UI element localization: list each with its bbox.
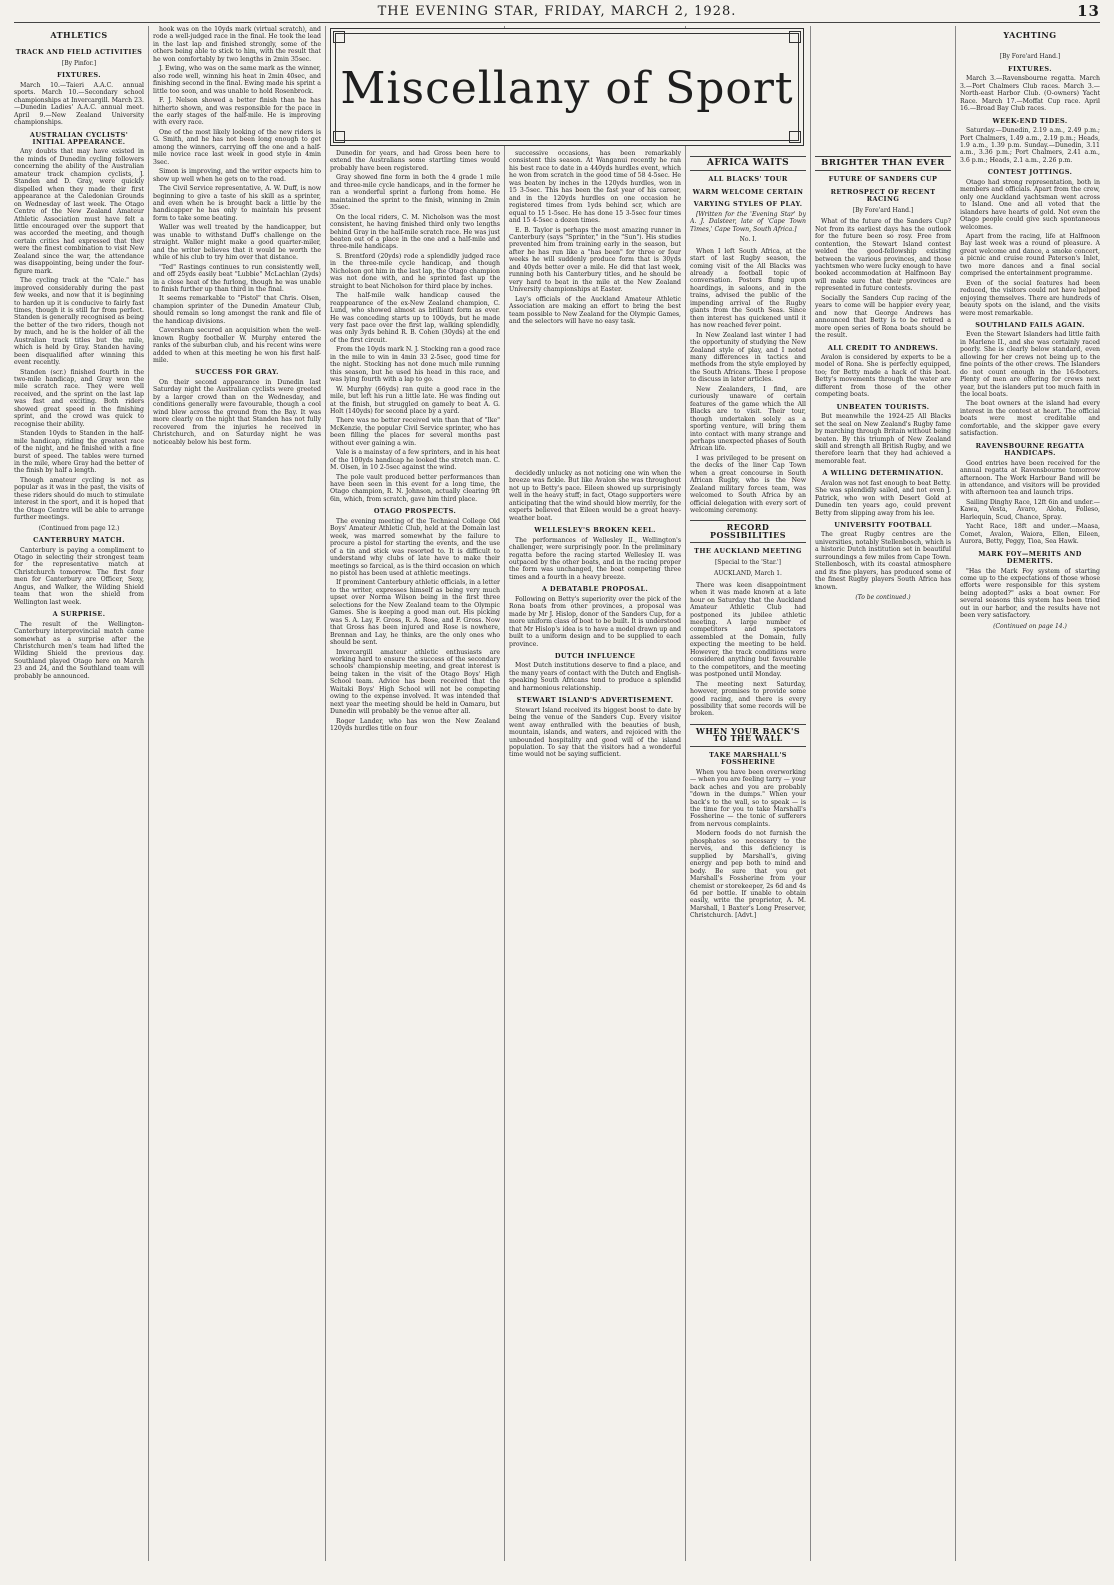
paragraph: Following on Betty's superiority over the pick of the Rona boats from other provinces, a proposal was made by Mr J. Hislop, donor of the Sanders Cup, for a more uniform class of boat to be built. It is understood that Mr Hislop's idea is to have a model drawn up and built to a uniform design and to be supplied to each province. xyxy=(509,595,681,648)
subheading: ALL CREDIT TO ANDREWS. xyxy=(827,343,939,352)
advert-headline: WHEN YOUR BACK'S TO THE WALL xyxy=(690,724,806,747)
paragraph: On their second appearance in Dunedin last Saturday night the Australian cyclists were greeted by a larger crowd than on the Wednesday, and conditions generally were favourable, though a cool wind blew across the ground from the Bay. It was more clearly on the night that Standen has not fully recovered from the injuries he received in Christchurch, and on Saturday night he was noticeably below his best form. xyxy=(153,378,321,446)
article-headline: AFRICA WAITS xyxy=(690,156,806,171)
banner-corner xyxy=(333,31,345,43)
column-yachting-extra xyxy=(509,470,681,1560)
subheading: CONTEST JOTTINGS. xyxy=(987,168,1073,177)
subheading: FUTURE OF SANDERS CUP xyxy=(828,175,938,184)
subheading: A WILLING DETERMINATION. xyxy=(822,469,944,478)
paragraph: In New Zealand last winter I had the opportunity of studying the New Zealand style of play, and I noted many differences in tactics and methods from the style employed by the South Africans. These I propose to discuss in later articles. xyxy=(690,331,806,384)
paragraph: Waller was well treated by the handicapper, but was unable to withstand Duff's challenge on the straight. Waller might make a good quarter-miler, and the writer believes that it would be worth the while of his club to try him over that distance. xyxy=(153,224,321,262)
fixtures-list: March 3.—Ravensbourne regatta. March 3.—Port Chalmers Club races. March 3.—North-east Harbor Club. (O-owners) Yacht Race. March 17.—Moffat Cup race. April 16.—Broad Bay Club races. xyxy=(960,75,1100,113)
continued-note: (To be continued.) xyxy=(855,594,911,602)
column-athletics xyxy=(14,26,144,1561)
column-rule xyxy=(955,26,956,1561)
paragraph: What of the future of the Sanders Cup? Not from its earliest days has the outlook for the future been so rosy. Free from contention, the Stewart Island contest welded the good-fellowship existing between the various provinces, and those yachtsmen who were lucky enough to have booked accommodation at Halfmoon Bay will make sure that their provinces are represented in future contests. xyxy=(815,218,951,293)
paragraph: But meanwhile the 1924-25 All Blacks set the seal on New Zealand's Rugby fame by marching through Britain without being beaten. By this triumph of New Zealand skill and strength all British Rugby, and we therefore learn that they had achieved a memorable feat. xyxy=(815,413,951,465)
page-number: 13 xyxy=(1077,2,1100,20)
article-heading: TRACK AND FIELD ACTIVITIES xyxy=(15,48,143,57)
column-rugby xyxy=(690,150,806,1560)
paragraph: successive occasions, has been remarkably consistent this season. At Wanganui recently he ran his best race to date in a 440yds hurdles event, which he won from scratch in the good time of 58 4-5sec. He was beaten by inches in the 120yds hurdles, won in 15 3-5sec. This has been the fast year of his career, and in the 120yds hurdles on one occasion he registered times from 1yds behind scr, which are equal to 15 1-5sec. He has done 15 3-5sec four times and 15 4-5sec a dozen times. xyxy=(509,150,681,225)
subheading: SUCCESS FOR GRAY. xyxy=(195,368,279,377)
paragraph: Standen 10yds to Standen in the half-mile handicap, riding the greatest race of the night, and he finished with a fine burst of speed. The tables were turned in the mile, where Gray had the better of the finish by half a length. xyxy=(14,430,144,475)
article-headline: BRIGHTER THAN EVER xyxy=(815,156,951,171)
paragraph: On the local riders, C. M. Nicholson was the most consistent, he having finished third only two lengths behind Gray in the half-mile scratch race. He was just beaten out of a place in the one and a half-mile and three-mile handicaps. xyxy=(330,213,500,251)
part-number: No. I. xyxy=(739,236,757,244)
paragraph: It seems remarkable to "Pistol" that Chris. Olsen, champion sprinter of the Dunedin Amateur Club, should remain so long amongst the rank and file of the handicap divisions. xyxy=(153,295,321,325)
paragraph: Caversham secured an acquisition when the well-known Rugby footballer W. Murphy entered the ranks of the suburban club, and his recent wins were added to when at this meeting he won his first half-mile. xyxy=(153,327,321,365)
paragraph: Sailing Dinghy Race, 12ft 6in and under.—Kawa, Vesta, Avaro, Aloha, Folleso, Harlequin, Scud, Chance, Spray. xyxy=(960,498,1100,521)
paragraph: Roger Lander, who has won the New Zealand 120yds hurdles title on four xyxy=(330,717,500,733)
tides-list: Saturday.—Dunedin, 2.19 a.m., 2.49 p.m.; Port Chalmers, 1.49 a.m., 2.19 p.m.; Heads, 1.9 a.m., 1.39 p.m. Sunday.—Dunedin, 3.11 a.m., 3.36 p.m.; Port Chalmers, 2.41 a.m., 3.6 p.m.; Heads, 2.1 a.m., 2.26 p.m. xyxy=(960,127,1100,164)
section-title: YACHTING xyxy=(1003,30,1057,40)
paragraph: Avalon is considered by experts to be a model of Rona. She is perfectly equipped, too; for Betty made a hack of this boat. Betty's movements through the water are different from those of the other competing boats. xyxy=(815,353,951,399)
column-yachting xyxy=(960,26,1100,1561)
byline: [By Pinfor.] xyxy=(61,59,97,67)
paragraph: Lay's officials of the Auckland Amateur Athletic Association are making an effort to bring the best team possible to New Zealand for the Olympic Games, and the selectors will have no easy task. xyxy=(509,295,681,325)
dateline: AUCKLAND, March 1. xyxy=(714,570,782,578)
paragraph: Even the Stewart Islanders had little faith in Marlene II., and she was certainly raced poorly. She is clearly below standard, even allowing for her crews not being up to the fine points of the other crews. The Islanders do not count enough in the 16-footers. Plenty of men are offering for crews next year, but the islanders put too much faith in the local boats. xyxy=(960,331,1100,399)
subheading: AUSTRALIAN CYCLISTS' INITIAL APPEARANCE. xyxy=(29,130,129,146)
paragraph: Dunedin for years, and had Gross been here to extend the Australians some startling times would probably have been registered. xyxy=(330,150,500,172)
paragraph: The evening meeting of the Technical College Old Boys' Amateur Athletic Club, held at the Domain last week, was marred somewhat by the failure to procure a pistol for starting the events, and the use of a tin and stick was resorted to. It is difficult to understand why clubs of late have to make their meetings so farcical, as is the third occasion on which no pistol has been used at athletic meetings. xyxy=(330,517,500,578)
masthead-title: THE EVENING STAR, FRIDAY, MARCH 2, 1928. xyxy=(377,3,737,19)
paragraph: New Zealanders, I find, are curiously unaware of certain features of the game which the All Blacks are to visit. Their tour, though undertaken solely as a sporting venture, will bring them into contact with many strange and perhaps unexpected phases of South African life. xyxy=(690,385,806,453)
fixtures-heading: FIXTURES. xyxy=(1008,64,1052,73)
subheading: DUTCH INFLUENCE xyxy=(554,651,636,660)
paragraph: F. J. Nelson showed a better finish than he has hitherto shown, and was responsible for the pace in the early stages of the half-mile. He is improving with every race. xyxy=(153,97,321,127)
tides-heading: WEEK-END TIDES. xyxy=(992,116,1068,125)
column-rule xyxy=(685,26,686,1561)
paragraph: Invercargill amateur athletic enthusiasts are working hard to ensure the success of the secondary schools' championship meeting, and great interest is being taken in the visit of the Otago Boys' High School team. Advice has been received that the Waitaki Boys' High School will not be competing owing to the expense involved. It was intended that next year the meeting should be held in Oamaru, but Dunedin will probably be the venue after all. xyxy=(330,648,500,716)
paragraph: The pole vault produced better performances than have been seen in this event for a long time, the Otago champion, R. N. Johnson, actually clearing 9ft 6in, which, from scratch, gave him third place. xyxy=(330,473,500,503)
paragraph: From the 10yds mark N. J. Stocking ran a good race in the mile to win in 4min 33 2-5sec, good time for the night. Stocking has not done much mile running this season, but he used his head in this race, and was lying fourth with a lap to go. xyxy=(330,346,500,384)
subheading: RETROSPECT OF RECENT RACING xyxy=(830,187,936,204)
paragraph: There was no better received win than that of "Ike" McKenzie, the popular Civil Service sprinter, who has been filling the places for several months past without ever gaining a win. xyxy=(330,417,500,447)
paragraph: Though amateur cycling is not as popular as it was in the past, the visits of these riders should do much to stimulate interest in the sport, and it is hoped that the Otago Centre will be able to arrange further meetings. xyxy=(14,476,144,522)
article-headline: RECORD POSSIBILITIES xyxy=(690,520,806,543)
paragraph: The half-mile walk handicap caused the reappearance of the ex-New Zealand champion, C. Lund, who showed almost as brilliant form as ever. He was conceding starts up to 100yds, but he made very fast pace over the first lap, walking splendidly, was only 3yds behind R. B. Cohen (30yds) at the end of the first circuit. xyxy=(330,292,500,344)
paragraph: When I left South Africa, at the start of last Rugby season, the coming visit of the All Blacks was already a football topic of conversation. Posters flung upon hoardings, in saloons, and in the trains, advised the public of the impending arrival of the Rugby giants from the South Seas. Since then interest has quickened until it has now reached fever point. xyxy=(690,247,806,330)
column-athletics-3 xyxy=(330,150,500,1560)
masthead xyxy=(14,0,1100,23)
title-banner xyxy=(330,28,804,146)
paragraph: decidedly unlucky as not noticing one win when the breeze was fickle. But like Avalon she was throughout not up to Betty's pace. Eileen showed up surprisingly well in the heavy stuff; in fact, Otago supporters were anticipating that the wind should blow merrily, for the experts believed that Eileen would be a great heavy-weather boat. xyxy=(509,470,681,522)
paragraph: The performances of Wellesley II., Wellington's challenger, were surprisingly poor. In the preliminary regatta before the racing started Wellesley II. was outpaced by the other boats, and in the racing proper the form was unchanged, the boat competing three times and a fourth in a heavy breeze. xyxy=(509,536,681,581)
subheading: UNBEATEN TOURISTS. xyxy=(836,402,930,411)
paragraph: Even of the social features had been reduced, the visitors could not have helped enjoying themselves. There are hundreds of beauty spots on the island, and the visits were most remarkable. xyxy=(960,279,1100,317)
paragraph: The result of the Wellington-Canterbury interprovincial match came somewhat as a surprise after the Christchurch men's team had lifted the Wilding Shield the previous day. Southland played Otago here on March 23 and 24, and the Southland team will probably be announced. xyxy=(14,620,144,680)
continued-note: (Continued on page 14.) xyxy=(993,622,1067,630)
paragraph: Yacht Race, 18ft and under.—Maasa, Comet, Avalon, Waiora, Ellen, Eileen, Aurora, Betty, Peggy, Tioa, Sea Hawk. xyxy=(960,523,1100,546)
subheading: STEWART ISLAND'S ADVERTISEMENT. xyxy=(516,696,674,705)
paragraph: The cycling track at the "Cale." has improved considerably during the past few weeks, and now that it is beginning to harden up it is conducive to fairly fast times, though it is still far from perfect. Standen is generally recognised as being the better of the two riders, though not by much, and he is the holder of all the Australian track titles but the mile, which is held by Gray. Standen having been disqualified after winning this event recently. xyxy=(14,277,144,367)
paragraph: The meeting next Saturday, however, promises to provide some good racing, and there is every possibility that some records will be broken. xyxy=(690,680,806,718)
subheading: CANTERBURY MATCH. xyxy=(33,536,125,545)
paragraph: J. Ewing, who was on the same mark as the winner, also rode well, winning his heat in 2min 40sec, and finishing second in the final. Ewing made his sprint a little too soon, and was unable to hold Rosenbrock. xyxy=(153,65,321,95)
paragraph: The boat owners at the island had every interest in the contest at heart. The official boats were most creditable and comfortable, and the skipper gave every satisfaction. xyxy=(960,400,1100,438)
subheading: SOUTHLAND FAILS AGAIN. xyxy=(975,320,1085,329)
paragraph: Canterbury is paying a compliment to Otago in selecting their strongest team for the representative match at Christchurch tomorrow. The first four men for Canterbury are Officer, Sexy, Angus, and Walker, the Wilding Shield team that won the shield from Wellington last week. xyxy=(14,546,144,606)
advert-paragraph: When you have been overworking — when you are feeling tarry — your back aches and you are probably "down in the dumps." When your back's to the wall, so to speak — is the time for you to take Marshall's Fossherine — the tonic of sufferers from nervous complaints. xyxy=(690,768,806,828)
paragraph: The Civil Service representative, A. W. Duff, is now beginning to give a taste of his skill as a sprinter, and even when he is brought back a little by the handicapper he has only to maintain his present form to take some beating. xyxy=(153,185,321,222)
advert-paragraph: Modern foods do not furnish the phosphates so necessary to the nerves, and this deficiency is supplied by Marshall's, giving energy and pep both to mind and body. Be sure that you get Marshall's Fossherine from your chemist or storekeeper, 2s 6d and 4s 6d per bottle. If unable to obtain easily, write the proprietor, A. M. Marshall, 1 Baxter's Long Preserver, Christchurch. [Advt.] xyxy=(690,830,806,920)
subheading: WELLESLEY'S BROKEN KEEL. xyxy=(534,526,656,535)
continued-note: (Continued from page 12.) xyxy=(38,524,120,532)
column-athletics-2 xyxy=(153,26,321,1561)
subheading: MARK FOY—MERITS AND DEMERITS. xyxy=(978,549,1082,566)
column-rule xyxy=(325,26,326,1561)
paragraph: One of the most likely looking of the new riders is G. Smith, and he has not been long enough to get among the winners, carrying off the one and a half-mile novice race last week in good style in 4min 3sec. xyxy=(153,128,321,166)
paragraph: S. Brentford (20yds) rode a splendidly judged race in the three-mile cycle handicap, and though Nicholson got him in the last lap, the Otago champion was not done with, and he sprinted fast up the straight to beat Nicholson for third place by inches. xyxy=(330,252,500,290)
special-note: [Special to the 'Star.'] xyxy=(714,558,782,566)
paragraph: "Has the Mark Foy system of starting come up to the expectations of those whose efforts were responsible for this system being adopted?" asks a boat owner. For several seasons this system has been tried out in our harbor, and the results have not been very satisfactory. xyxy=(960,567,1100,620)
column-rule xyxy=(148,26,149,1561)
paragraph: hook was on the 10yds mark (virtual scratch), and rode a well-judged race in the final. He took the lead in the last lap and finished strongly, some of the others being able to stick to him, with the result that he won comfortably by two lengths in 2min 35sec. xyxy=(153,26,321,63)
column-rule xyxy=(810,26,811,1561)
subheading: OTAGO PROSPECTS. xyxy=(373,507,457,516)
byline: [By Fore'ard Hand.] xyxy=(999,53,1061,61)
paragraph: Any doubts that may have existed in the minds of Dunedin cycling followers concerning the ability of the Australian amateur track champion cyclists, J. Standen and D. Gray, were quickly dispelled when they made their first appearance at the Caledonian Grounds on Wednesday of last week. The Otago Centre of the New Zealand Amateur Athletic Association must have felt a little encouraged over the support that was accorded the meeting, and though certain critics had expressed that they were the finest combination to visit New Zealand since the war, the attendance was disappointing, being under the four-figure mark. xyxy=(14,148,144,275)
subheading: VARYING STYLES OF PLAY. xyxy=(693,200,803,209)
subheading: UNIVERSITY FOOTBALL xyxy=(834,521,932,530)
banner-title: Miscellany of Sport xyxy=(340,63,794,114)
banner-corner xyxy=(333,131,345,143)
column-rule xyxy=(504,26,505,1561)
subheading: RAVENSBOURNE REGATTA HANDICAPS. xyxy=(975,441,1085,458)
advert-subheading: TAKE MARSHALL'S FOSSHERINE xyxy=(709,750,787,767)
paragraph: E. B. Taylor is perhaps the most amazing runner in Canterbury (says "Sprinter," in the "Sun"). His studies prevented him from training early in the season, but after he has run like a "has been" for three or four weeks he will suddenly produce form that is 30yds and 40yds better over a mile. He did that last week, running both his Canterbury titles, and he should be very hard to beat in the mile at the New Zealand University championships at Easter. xyxy=(509,226,681,294)
paragraph: Standen (scr.) finished fourth in the two-mile handicap, and Gray won the mile scratch race. They were well received, and the sprint on the last lap was fast and exciting. Both riders showed great speed in the finishing sprint, and the crowd was quick to recognise their ability. xyxy=(14,368,144,428)
intro-note: [Written for the 'Evening Star' by A. J. Dalsteer, late of 'Cape Town Times,' Cape Town, South Africa.] xyxy=(690,210,806,233)
paragraph: Vale is a mainstay of a few sprinters, and in his heat of the 100yds handicap he looked the stretch man. C. M. Olsen, in 10 2-5sec against the wind. xyxy=(330,449,500,472)
subheading: A SURPRISE. xyxy=(52,610,106,619)
paragraph: Otago had strong representation, both in members and officials. Apart from the crew, only one Auckland yachtsman went across to Island. One and all voted that the islanders have hearts of gold. Not even the Otago people could give such spontaneous welcomes. xyxy=(960,178,1100,231)
banner-corner xyxy=(789,31,801,43)
paragraph: Gray showed fine form in both the 4 grade 1 mile and three-mile cycle handicaps, and in the former he ran a wonderful sprint a furlong from home. He maintained the sprint to the finish, winning in 2min 35sec. xyxy=(330,174,500,212)
paragraph: Stewart Island received its biggest boost to date by being the venue of the Sanders Cup. Every visitor went away enthralled with the beauties of bush, mountain, islands, and waters, and rejoiced with the unbounded hospitality and good will of the island population. To say that the visitors had a wonderful time would not be saying sufficient. xyxy=(509,706,681,759)
paragraph: W. Murphy (66yds) ran quite a good race in the mile, but left his run a little late. He was finding out at the finish, but struggled on gamely to beat A. G. Holt (140yds) for second place by a yard. xyxy=(330,385,500,415)
subheading: THE AUCKLAND MEETING xyxy=(694,547,802,556)
section-title: ATHLETICS xyxy=(50,30,108,40)
paragraph: Simon is improving, and the writer expects him to show up well when he gets on to the road. xyxy=(153,168,321,183)
fixtures-list: March 10.—Taieri A.A.C. annual sports. March 10.—Secondary school championships at Invercargill. March 23.—Dunedin Ladies' A.A.C. annual meet. April 9.—New Zealand University championships. xyxy=(14,81,144,127)
fixtures-heading: FIXTURES. xyxy=(57,71,101,80)
paragraph: "Ted" Rastings continues to run consistently well, and off 25yds easily beat "Lubbie" McLachlan (2yds) in a close heat of the furlong, though he was unable to finish further up than third in the final. xyxy=(153,263,321,293)
banner-corner xyxy=(789,131,801,143)
paragraph: Most Dutch institutions deserve to find a place, and the many years of contact with the Dutch and English-speaking South Africans tend to produce a splendid and harmonious relationship. xyxy=(509,662,681,692)
paragraph: Avalon was not fast enough to beat Betty. She was splendidly sailed, and not even J. Patrick, who won with Desert Gold at Dunedin ten years ago, could prevent Betty from slipping away from his lee. xyxy=(815,479,951,517)
paragraph: There was keen disappointment when it was made known at a late hour on Saturday that the Auckland Amateur Athletic Club had postponed its jubilee athletic meeting. A large number of competitors and spectators assembled at the Domain, fully expecting the meeting to be held. However, the track conditions were considered anything but favourable to the competitors, and the meeting was postponed until Monday. xyxy=(690,581,806,679)
subheading: ALL BLACKS' TOUR xyxy=(708,175,788,184)
paragraph: Good entries have been received for the annual regatta at Ravensbourne tomorrow afternoon. The Work Harbour Band will be in attendance, and visitors will be provided with afternoon tea and launch trips. xyxy=(960,459,1100,497)
paragraph: Apart from the racing, life at Halfmoon Bay last week was a round of pleasure. A great welcome and dance, a smoke concert, a picnic and cruise round Paterson's Inlet, two more dances and a final social comprised the entertainment programme. xyxy=(960,232,1100,278)
subheading: WARM WELCOME CERTAIN xyxy=(692,187,804,196)
byline: [By Fore'ard Hand.] xyxy=(852,206,914,214)
paragraph: If prominent Canterbury athletic officials, in a letter to the writer, expresses himself as being very much upset over Norma Wilson being in the first three selections for the New Zealand team to the Olympic Games. She is keeping a good man out. His picking was S. A. Lay, F. Gross, R. A. Rose, and F. Gross. Now that Gross has been injured and Rose is nowhere, Brennan and Lay, he thinks, are the only ones who should be sent. xyxy=(330,579,500,647)
column-yachting-feature xyxy=(815,150,951,1560)
paragraph: I was privileged to be present on the decks of the liner Cap Town when a great concourse in South African Rugby, who is the New Zealand military forces team, was welcomed to South Africa by an official delegation with every sort of welcoming ceremony. xyxy=(690,454,806,515)
subheading: A DEBATABLE PROPOSAL. xyxy=(541,585,649,594)
paragraph: Socially the Sanders Cup racing of the years to come will be happier every year, and now that George Andrews has announced that Betty is to be retired a more open series of Rona boats should be the result. xyxy=(815,294,951,340)
paragraph: The great Rugby centres are the universities, notably Stellenbosch, which is a historic Dutch institution set in beautiful surroundings a few miles from Cape Town. Stellenbosch, with its coastal atmosphere and its fine players, has produced some of the finest Rugby players South Africa has known. xyxy=(815,531,951,591)
